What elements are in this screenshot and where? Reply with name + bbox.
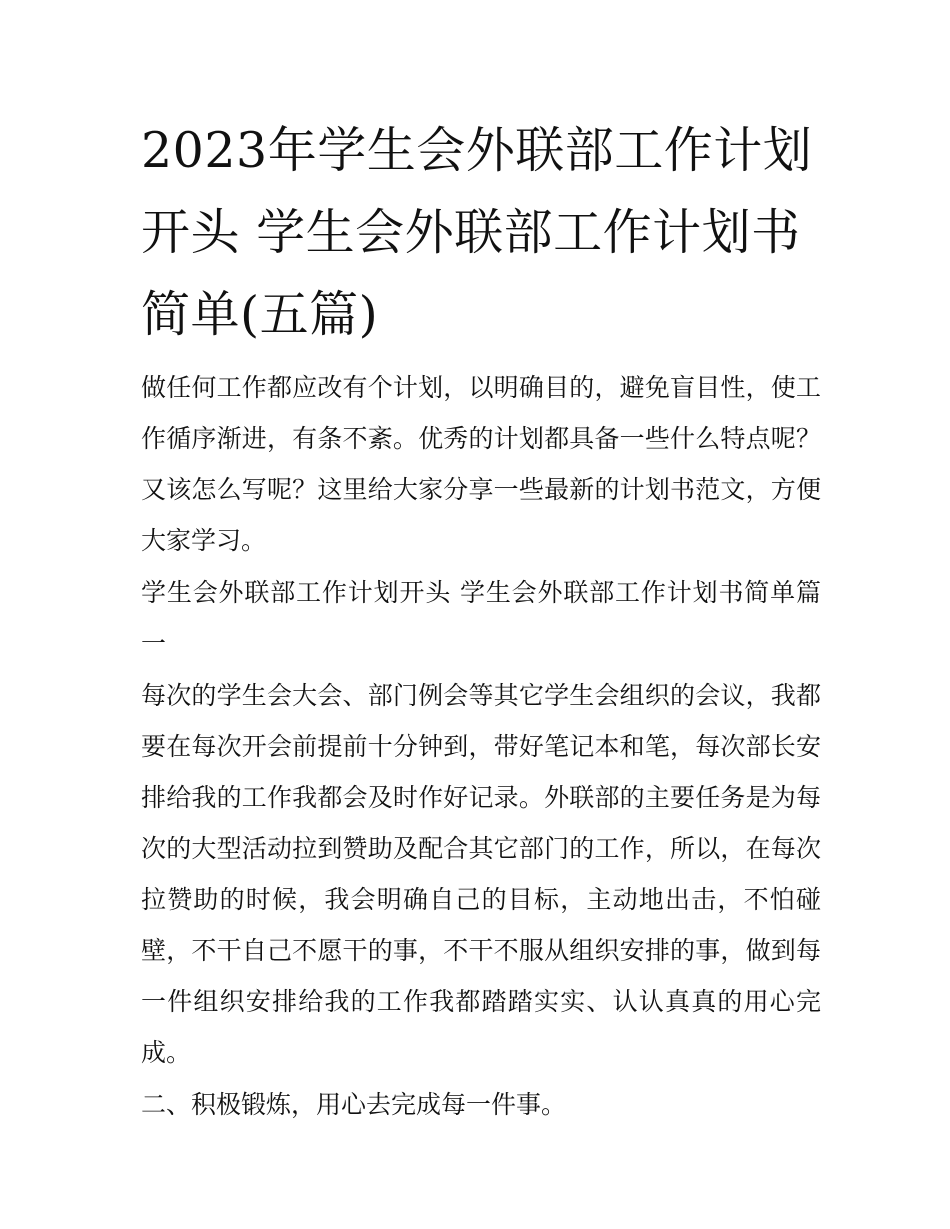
point-two: 二、积极锻炼，用心去完成每一件事。 [141, 1090, 567, 1119]
intro-paragraph: 做任何工作都应改有个计划，以明确目的，避免盲目性，使工作循序渐进，有条不紊。优秀的计划都具备一些什么特点呢？又该怎么写呢？这里给大家分享一些最新的计划书范文，方便大家学习。 [141, 373, 821, 555]
document-title: 2023年学生会外联部工作计划开头 学生会外联部工作计划书简单(五篇) [141, 122, 813, 343]
section-heading: 学生会外联部工作计划开头 学生会外联部工作计划书简单篇一 [141, 578, 821, 658]
document-page [141, 110, 821, 1130]
body-paragraph: 每次的学生会大会、部门例会等其它学生会组织的会议，我都要在每次开会前提前十分钟到，带好笔记本和笔，每次部长安排给我的工作我都会及时作好记录。外联部的主要任务是为每次的大型活动拉到赞助及配合其它部门的工作，所以，在每次拉赞助的时候，我会明确自己的目标，主动地出击，不怕碰壁，不干自己不愿干的事，不干不服从组织安排的事，做到每一件组织安排给我的工作我都踏踏实实、认认真真的用心完成。 [141, 681, 821, 1067]
